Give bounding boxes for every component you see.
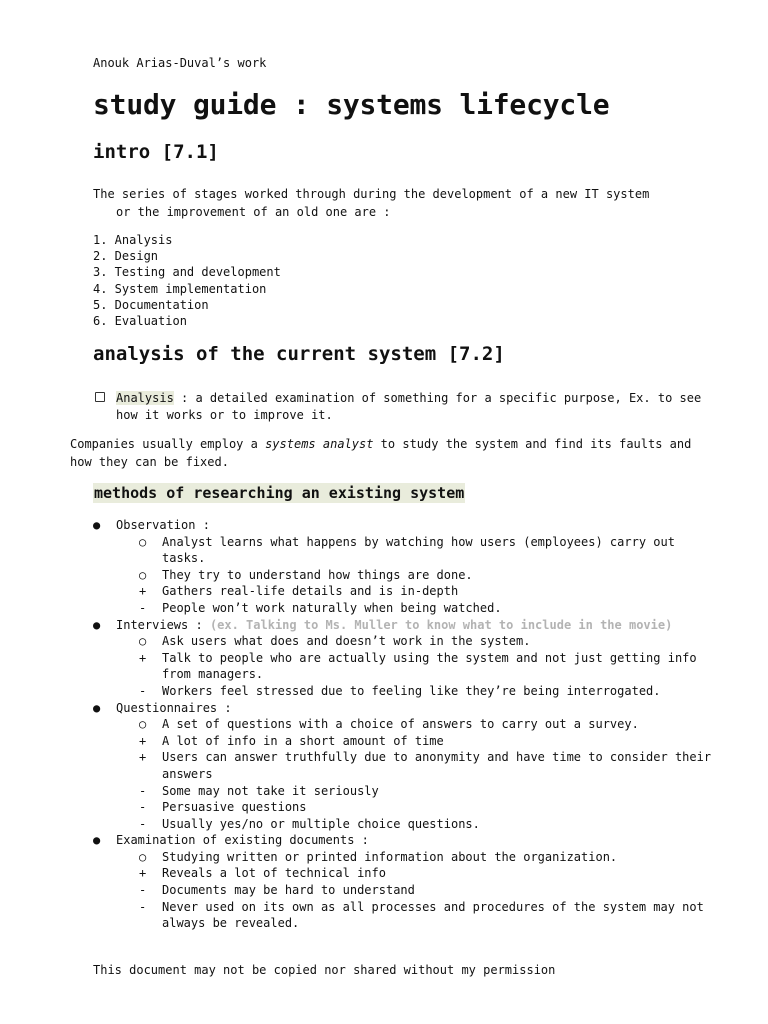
list-item: 1. Analysis [93,233,173,247]
detail-text: Persuasive questions [162,800,307,815]
list-item: 4. System implementation [93,281,267,296]
sub-bullet-icon: - [139,883,147,898]
companies-paragraph [70,435,710,471]
intro-heading: intro [7.1] [93,141,219,163]
intro-paragraph [93,185,693,221]
detail-text: Some may not take it seriously [162,783,379,798]
analysis-definition [95,390,705,423]
definition-term: Analysis [116,391,174,405]
author-line: Anouk Arias-Duval’s work [93,56,267,70]
method-detail [93,733,713,750]
method-label: Examination of existing documents : [116,833,369,848]
sub-bullet-icon: ○ [139,534,147,549]
method-item [93,617,713,634]
lifecycle-steps-list [93,232,281,329]
sub-bullet-icon: - [139,683,147,698]
method-detail [93,849,713,866]
sub-bullet-icon: + [139,584,147,599]
sub-bullet-icon: + [139,650,147,665]
detail-text: Never used on its own as all processes and procedures of the system may not always be revealed. [162,899,704,931]
method-detail [93,749,713,782]
method-detail [93,633,713,650]
analysis-heading: analysis of the current system [7.2] [93,343,505,365]
method-label: Observation : [116,518,210,532]
sub-bullet-icon: ○ [139,567,147,582]
intro-paragraph-line2: or the improvement of an old one are : [116,205,391,219]
detail-text: A set of questions with a choice of answers to carry out a survey. [162,717,639,732]
sub-bullet-icon: ○ [139,717,147,732]
intro-paragraph-line1: The series of stages worked through during the development of a new IT system [93,187,650,201]
page-title: study guide : systems lifecycle [93,88,610,121]
detail-text: Gathers real-life details and is in-depth [162,584,459,599]
bullet-icon: ● [93,833,101,848]
checkbox[interactable] [95,392,105,402]
method-detail [93,683,713,700]
sub-bullet-icon: + [139,733,147,748]
sub-bullet-icon: - [139,600,147,615]
detail-text: Talk to people who are actually using the system and not just getting info from managers. [162,650,697,682]
bullet-icon: ● [93,617,101,632]
sub-bullet-icon: - [139,783,147,798]
detail-text: A lot of info in a short amount of time [162,733,444,748]
method-detail [93,534,713,567]
sub-bullet-icon: - [139,816,147,831]
sub-bullet-icon: - [139,800,147,815]
sub-bullet-icon: ○ [139,849,147,864]
detail-text: They try to understand how things are done. [162,567,473,582]
bullet-icon: ● [93,700,101,715]
sub-bullet-icon: + [139,866,147,881]
method-item [93,517,713,534]
methods-heading: methods of researching an existing system [94,484,465,502]
companies-text-end: to study the system and find its faults and how they can be fixed. [70,437,692,469]
method-label: Interviews : [116,617,203,632]
list-item: 2. Design [93,249,159,264]
systems-analyst-term: systems analyst [265,437,374,451]
sub-bullet-icon: ○ [139,634,147,649]
detail-text: Studying written or printed information about the organization. [162,849,618,864]
detail-text: Usually yes/no or multiple choice questions. [162,816,480,831]
method-detail [93,650,713,683]
list-item: 6. Evaluation [93,314,187,329]
method-label: Questionnaires : [116,700,232,715]
method-note: (ex. Talking to Ms. Muller to know what to include in the movie) [209,617,673,632]
detail-text: Workers feel stressed due to feeling like they’re being interrogated. [162,683,661,698]
detail-text: Documents may be hard to understand [162,883,415,898]
list-item: 3. Testing and development [93,265,281,280]
method-item [93,832,713,849]
list-item: 5. Documentation [93,297,209,312]
method-detail [93,783,713,800]
method-item [93,700,713,717]
method-detail [93,716,713,733]
method-detail [93,816,713,833]
detail-text: Reveals a lot of technical info [162,866,386,881]
detail-text: Analyst learns what happens by watching how users (employees) carry out tasks. [162,534,675,566]
sub-bullet-icon: + [139,750,147,765]
method-detail [93,865,713,882]
method-detail [93,882,713,899]
detail-text: People won’t work naturally when being watched. [162,600,502,615]
sub-bullet-icon: - [139,899,147,914]
companies-text-start: Companies usually employ a [70,437,266,451]
footer-notice: This document may not be copied nor shared without my permission [93,963,556,977]
method-detail [93,583,713,600]
bullet-icon: ● [93,518,101,532]
method-detail [93,899,713,932]
definition-text: : a detailed examination of something for a specific purpose, Ex. to see how it works or to improve it. [116,391,702,422]
detail-text: Ask users what does and doesn’t work in the system. [162,634,531,649]
detail-text: Users can answer truthfully due to anonymity and have time to consider their answers [162,750,712,781]
method-detail [93,799,713,816]
methods-list [93,517,713,932]
method-detail [93,600,713,617]
method-detail [93,567,713,584]
